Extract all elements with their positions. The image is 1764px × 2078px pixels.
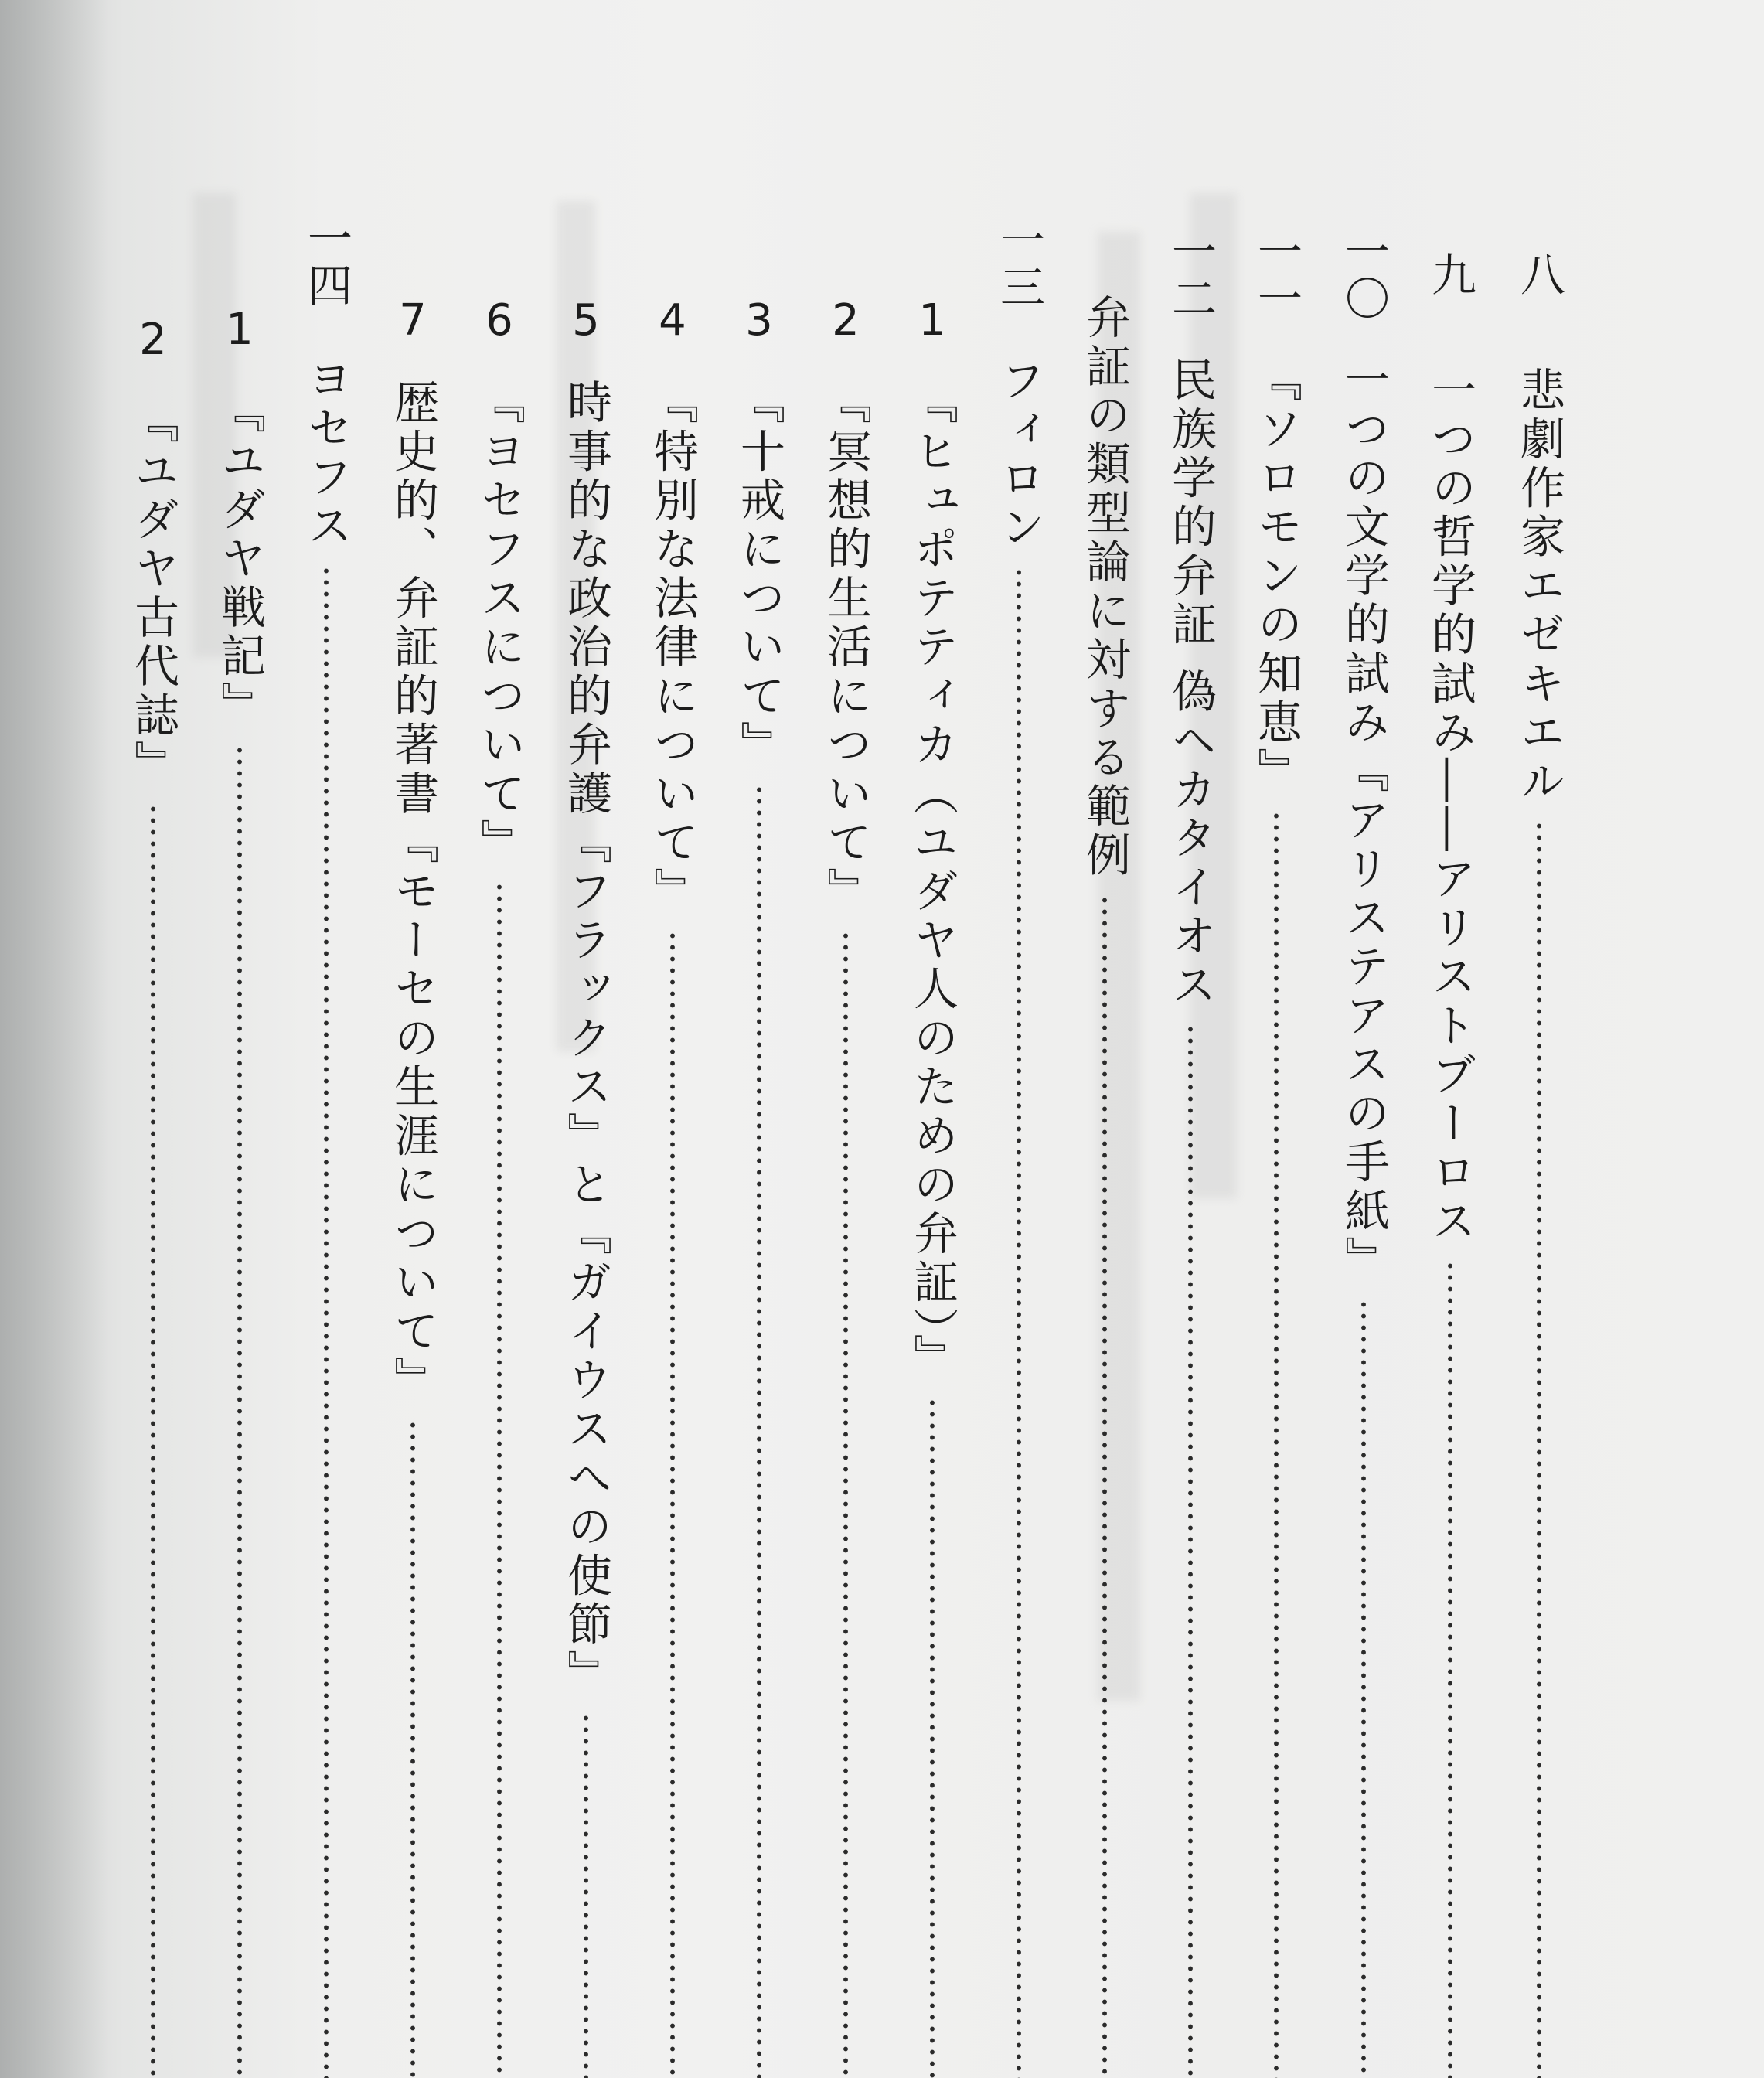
section-number: 2 (832, 295, 860, 346)
dot-leader (669, 930, 676, 2078)
entry-title: 『ユダヤ戦記』 (213, 388, 266, 731)
dot-leader (756, 784, 762, 2078)
toc-entry[interactable] (472, 294, 527, 2078)
toc-entry[interactable] (298, 215, 354, 2078)
chapter-number: 一二 (1164, 228, 1217, 322)
section-number: 3 (745, 295, 773, 346)
section-number: 7 (399, 295, 427, 346)
toc-entry[interactable] (1077, 294, 1132, 2078)
dot-leader (929, 1397, 935, 2078)
entry-title: 『ユダヤ古代誌』 (127, 398, 179, 789)
dot-leader (583, 1712, 589, 2078)
section-number: 2 (139, 315, 167, 365)
chapter-number: 一四 (300, 215, 352, 309)
dot-leader (496, 881, 502, 2078)
entry-title: 『ソロモンの知恵』 (1250, 356, 1303, 796)
dot-leader (1273, 810, 1279, 2078)
entry-title: 『ヨセフスについて』 (473, 379, 526, 868)
dot-leader (1536, 820, 1542, 2078)
entry-title: 『十戒について』 (733, 379, 785, 770)
dot-leader (237, 744, 243, 2078)
toc-entry[interactable] (385, 294, 441, 2078)
entry-title: 民族学的弁証 偽ヘカタイオス (1164, 356, 1217, 1010)
toc-entry[interactable] (125, 313, 181, 2078)
dot-leader (1016, 567, 1022, 2078)
dot-leader (1360, 1299, 1367, 2078)
entry-title: 悲劇作家エゼキエル (1513, 366, 1565, 806)
toc-entry[interactable] (991, 216, 1047, 2078)
toc-entry[interactable] (645, 294, 700, 2078)
chapter-number: 一一 (1250, 228, 1303, 322)
section-number: 1 (226, 305, 254, 355)
chapter-number: 一〇 (1337, 228, 1390, 322)
entry-title: 『冥想的生活について』 (819, 379, 872, 917)
toc-entry[interactable] (1248, 228, 1304, 2078)
entry-title: 一つの哲学的試み――アリストブーロス (1424, 366, 1476, 1246)
section-number: 5 (572, 295, 600, 346)
toc-entry[interactable] (1422, 251, 1478, 2078)
chapter-number: 一三 (993, 216, 1045, 311)
entry-title: ヨセフス (300, 355, 352, 551)
chapter-number: 九 (1424, 251, 1476, 298)
entry-title: 一つの文学的試み『アリステアスの手紙』 (1337, 356, 1390, 1285)
section-number: 4 (659, 295, 686, 346)
dot-leader (1102, 894, 1108, 2078)
dot-leader (150, 803, 156, 2078)
toc-entry[interactable] (731, 294, 787, 2078)
toc-entry[interactable] (1163, 228, 1218, 2078)
section-number: 1 (918, 295, 946, 346)
toc-entry[interactable] (1511, 251, 1567, 2078)
entry-title: フィロン (993, 356, 1045, 553)
toc-entry[interactable] (818, 294, 873, 2078)
dot-leader (843, 930, 849, 2078)
dot-leader (410, 1419, 416, 2078)
entry-title: 時事的な政治的弁護『フラックス』と『ガイウスへの使節』 (560, 379, 612, 1698)
toc-entry[interactable] (212, 303, 267, 2078)
toc-entry[interactable] (904, 294, 960, 2078)
dot-leader (1187, 1024, 1194, 2078)
dot-leader (1447, 1260, 1453, 2078)
chapter-number: 八 (1513, 251, 1565, 298)
section-number: 6 (485, 295, 513, 346)
toc-entry[interactable] (1336, 228, 1391, 2078)
dot-leader (323, 565, 329, 2078)
entry-title: 弁証の類型論に対する範例 (1078, 294, 1131, 881)
entry-title: 『ヒュポテティカ（ユダヤ人のための弁証）』 (906, 379, 959, 1383)
entry-title: 歴史的、弁証的著書『モーセの生涯について』 (387, 379, 439, 1405)
toc-entry[interactable] (558, 294, 614, 2078)
entry-title: 『特別な法律について』 (646, 379, 699, 917)
